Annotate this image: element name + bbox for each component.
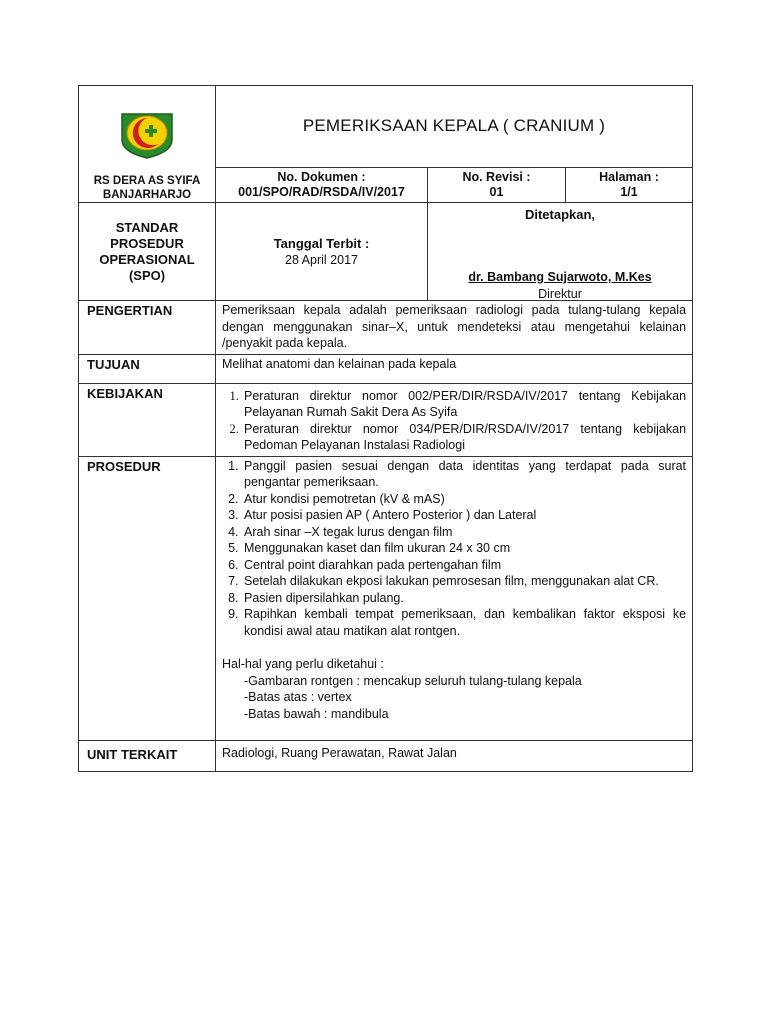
section-kebijakan-content	[216, 383, 693, 456]
page-value: 1/1	[620, 184, 638, 199]
approval-cell	[428, 203, 693, 301]
hospital-logo-cell	[79, 86, 216, 203]
note-item: -Batas bawah : mandibula	[244, 706, 389, 721]
document-title-cell	[216, 86, 693, 168]
issue-date-value: 28 April 2017	[285, 253, 358, 267]
spo-document-table	[78, 85, 693, 772]
section-tujuan-text: Melihat anatomi dan kelainan pada kepala	[216, 354, 693, 383]
revision-value: 01	[489, 184, 504, 199]
notes-title: Hal-hal yang perlu diketahui :	[222, 657, 384, 671]
list-item: 5. Menggunakan kaset dan film ukuran 24 x 30 cm	[242, 540, 686, 557]
note-item: -Batas atas : vertex	[244, 690, 352, 704]
list-item: 2. Peraturan direktur nomor 034/PER/DIR/RSDA/IV/2017 tentang kebijakan Pedoman Pelayanan Instalasi Radiologi	[242, 421, 686, 454]
section-label-kebijakan: KEBIJAKAN	[79, 383, 216, 456]
revision-label: No. Revisi :	[462, 169, 531, 184]
section-label-pengertian: PENGERTIAN	[79, 301, 216, 355]
approved-label: Ditetapkan,	[524, 207, 596, 222]
section-label-tujuan: TUJUAN	[79, 354, 216, 383]
kebijakan-list	[222, 388, 686, 454]
signer-title: Direktur	[538, 287, 582, 301]
issue-date-label: Tanggal Terbit :	[273, 236, 370, 251]
list-item: 4. Arah sinar –X tegak lurus dengan film	[242, 524, 686, 541]
list-item: 1. Panggil pasien sesuai dengan data identitas yang terdapat pada surat pengantar pemeriksaan.	[242, 458, 686, 491]
hospital-city: BANJARHARJO	[102, 189, 192, 201]
hospital-logo-icon	[116, 108, 178, 160]
doc-number-cell	[216, 167, 428, 202]
list-item: 8. Pasien dipersilahkan pulang.	[242, 590, 686, 607]
page-cell	[566, 167, 693, 202]
doc-number-value: 001/SPO/RAD/RSDA/IV/2017	[238, 184, 405, 199]
issue-date-cell	[216, 203, 428, 301]
prosedur-steps	[222, 458, 686, 640]
list-item: 9. Rapihkan kembali tempat pemeriksaan, dan kembalikan faktor eksposi ke kondisi awal atau matikan alat rontgen.	[242, 606, 686, 639]
spo-line: PROSEDUR	[110, 235, 184, 251]
spo-label-cell	[79, 203, 216, 301]
list-item: 1. Peraturan direktur nomor 002/PER/DIR/RSDA/IV/2017 tentang Kebijakan Pelayanan Rumah Sakit Dera As Syifa	[242, 388, 686, 421]
page-label: Halaman :	[599, 169, 659, 184]
section-unit-terkait-text: Radiologi, Ruang Perawatan, Rawat Jalan	[216, 740, 693, 771]
list-item: 7. Setelah dilakukan ekposi lakukan pemrosesan film, menggunakan alat CR.	[242, 573, 686, 590]
spo-line: OPERASIONAL	[99, 251, 195, 267]
list-item: 3. Atur posisi pasien AP ( Antero Posterior ) dan Lateral	[242, 507, 686, 524]
revision-cell	[428, 167, 566, 202]
hospital-name: RS DERA AS SYIFA	[93, 175, 201, 187]
section-label-unit-terkait: UNIT TERKAIT	[79, 740, 216, 771]
spo-line: STANDAR	[115, 219, 179, 235]
prosedur-notes	[222, 656, 686, 722]
list-item: 6. Central point diarahkan pada pertengahan film	[242, 557, 686, 574]
section-label-prosedur: PROSEDUR	[79, 456, 216, 740]
document-title: PEMERIKSAAN KEPALA ( CRANIUM )	[302, 116, 606, 136]
section-prosedur-content	[216, 456, 693, 740]
doc-number-label: No. Dokumen :	[277, 169, 366, 184]
note-item: -Gambaran rontgen : mencakup seluruh tulang-tulang kepala	[244, 673, 582, 688]
list-item: 2. Atur kondisi pemotretan (kV & mAS)	[242, 491, 686, 508]
signer-name: dr. Bambang Sujarwoto, M.Kes	[468, 270, 652, 284]
section-pengertian-text: Pemeriksaan kepala adalah pemeriksaan radiologi pada tulang-tulang kepala dengan menggunakan sinar–X, untuk mendeteksi atau mengetahui kelainan /penyakit pada kepala.	[216, 301, 693, 355]
spo-line: (SPO)	[128, 267, 166, 283]
